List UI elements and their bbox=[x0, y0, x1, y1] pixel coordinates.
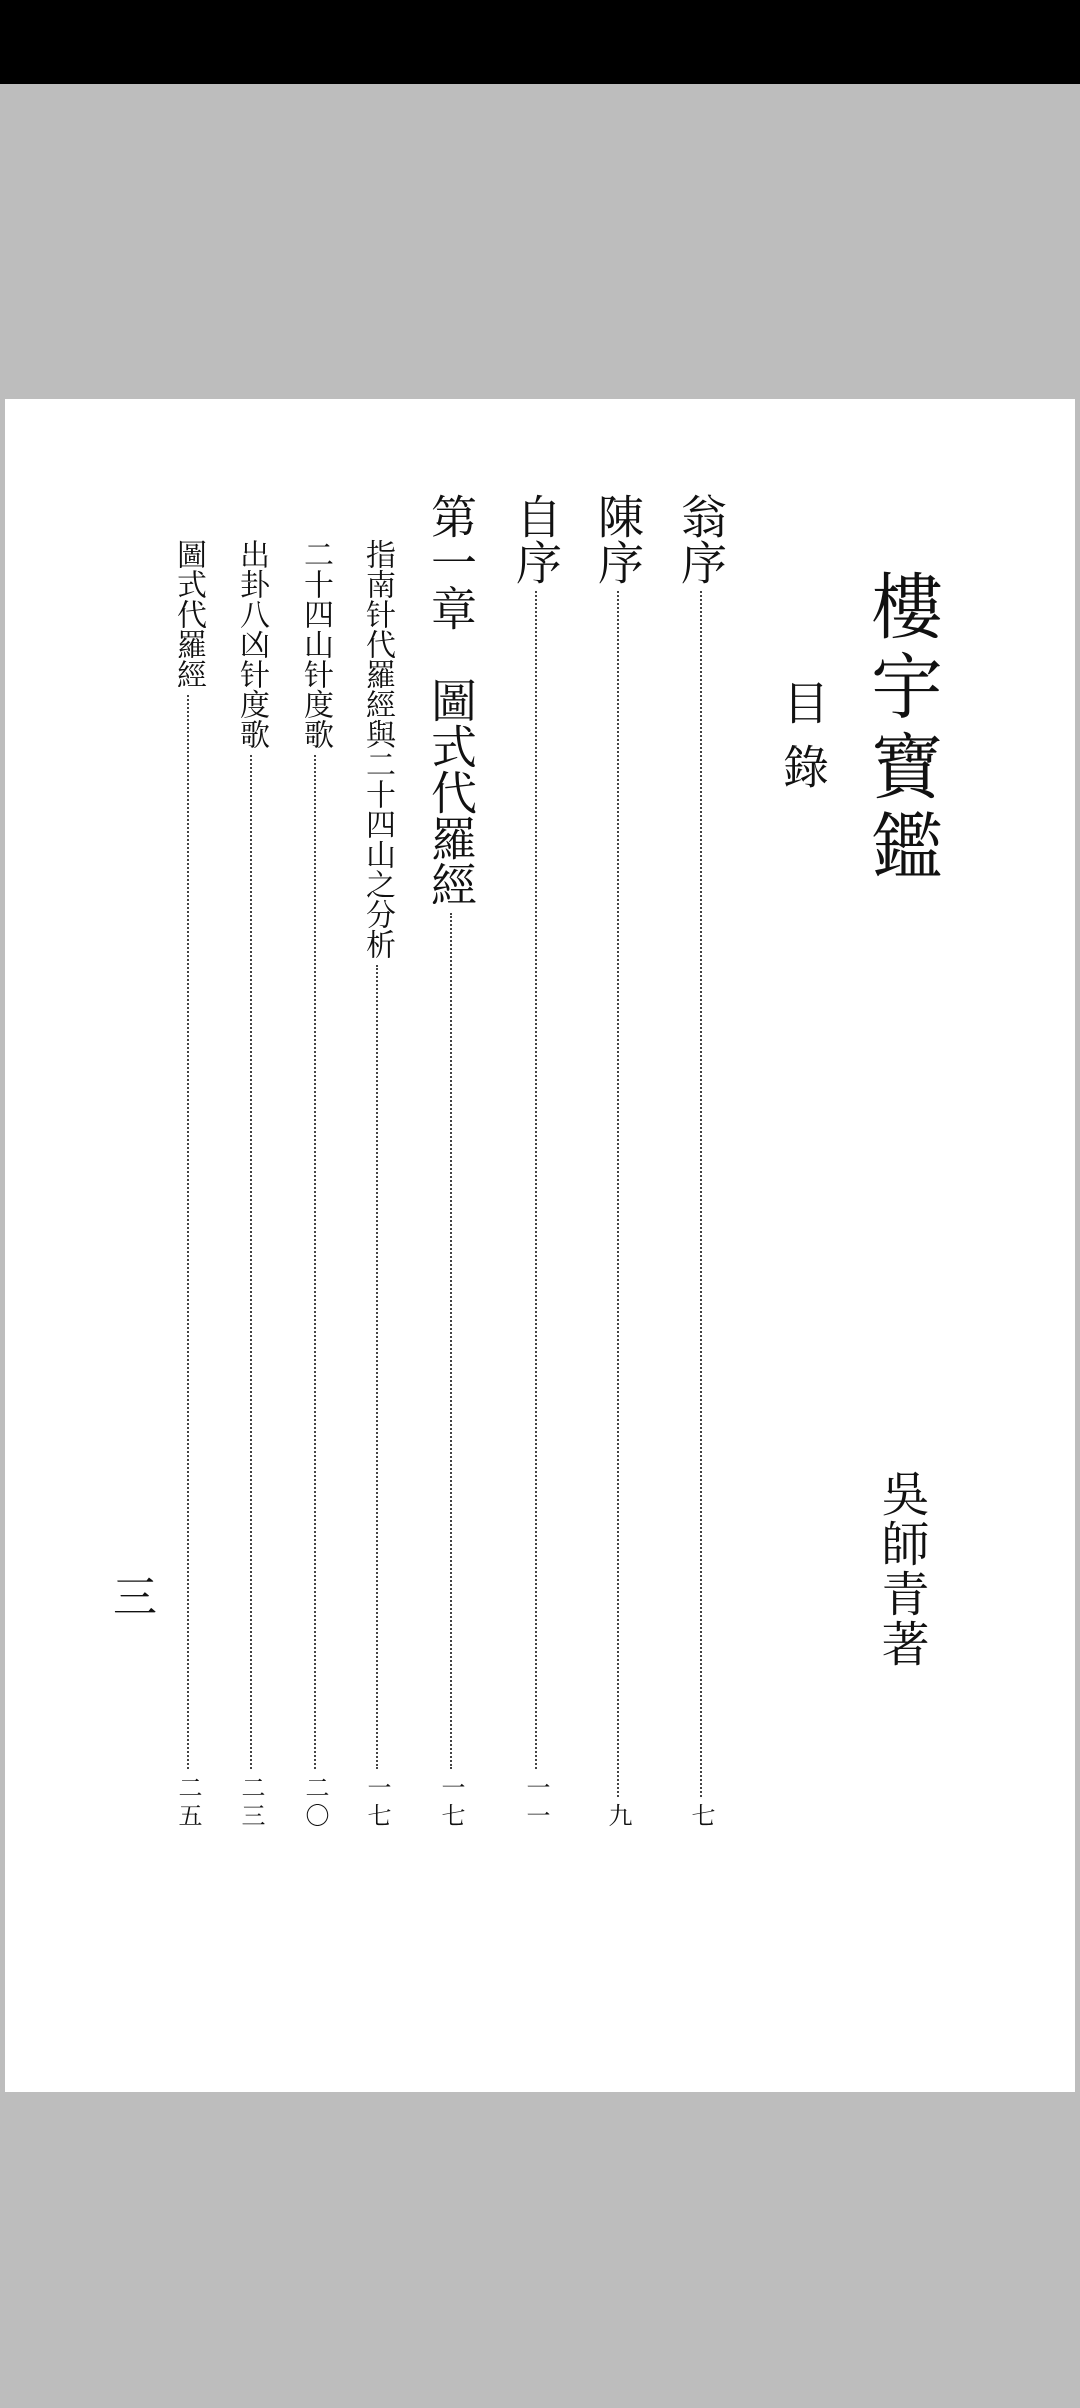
toc-entry-page: 七 bbox=[687, 1803, 715, 1831]
toc-entry bbox=[423, 493, 479, 1831]
toc-entry-page: 一一 bbox=[522, 1775, 550, 1831]
toc-entry-page: 一七 bbox=[437, 1775, 465, 1831]
toc-entry-page: 二五 bbox=[174, 1775, 202, 1831]
toc-entry-label: 陳序 bbox=[591, 493, 645, 585]
toc-entry-label: 二十四山针度歌 bbox=[298, 539, 333, 749]
toc-leader-dots bbox=[314, 755, 316, 1769]
page-folio: 三 bbox=[113, 1572, 157, 1623]
toc-leader-dots bbox=[700, 591, 702, 1797]
toc-leader-dots bbox=[187, 695, 189, 1769]
book-title: 樓宇寶鑑 bbox=[859, 569, 943, 889]
top-status-bar bbox=[0, 0, 1080, 84]
toc-entry bbox=[231, 539, 271, 1831]
toc-entry-label: 圖式代羅經 bbox=[171, 539, 206, 689]
toc-entry-page: 二〇 bbox=[301, 1775, 329, 1831]
toc-entry bbox=[168, 539, 208, 1831]
toc-entry bbox=[508, 493, 564, 1831]
toc-leader-dots bbox=[250, 755, 252, 1769]
toc-heading: 目錄 bbox=[776, 679, 830, 807]
toc-entry-label: 指南针代羅經與二十四山之分析 bbox=[360, 539, 395, 959]
toc-entry bbox=[673, 493, 729, 1831]
toc-entry-page: 一七 bbox=[363, 1775, 391, 1831]
toc-entry-page: 九 bbox=[604, 1803, 632, 1831]
toc-entry bbox=[357, 539, 397, 1831]
toc-leader-dots bbox=[535, 591, 537, 1769]
toc-leader-dots bbox=[376, 965, 378, 1769]
toc-leader-dots bbox=[450, 913, 452, 1769]
toc-entry-label: 第一章 圖式代羅經 bbox=[424, 493, 478, 907]
toc-leader-dots bbox=[617, 591, 619, 1797]
document-page bbox=[5, 399, 1075, 2092]
book-author: 吳師青著 bbox=[873, 1469, 929, 1669]
toc-entry bbox=[295, 539, 335, 1831]
toc-entry-label: 翁序 bbox=[674, 493, 728, 585]
toc-entry bbox=[590, 493, 646, 1831]
toc-entry-label: 自序 bbox=[509, 493, 563, 585]
toc-entry-page: 二三 bbox=[237, 1775, 265, 1831]
toc-entry-label: 出卦八凶针度歌 bbox=[234, 539, 269, 749]
